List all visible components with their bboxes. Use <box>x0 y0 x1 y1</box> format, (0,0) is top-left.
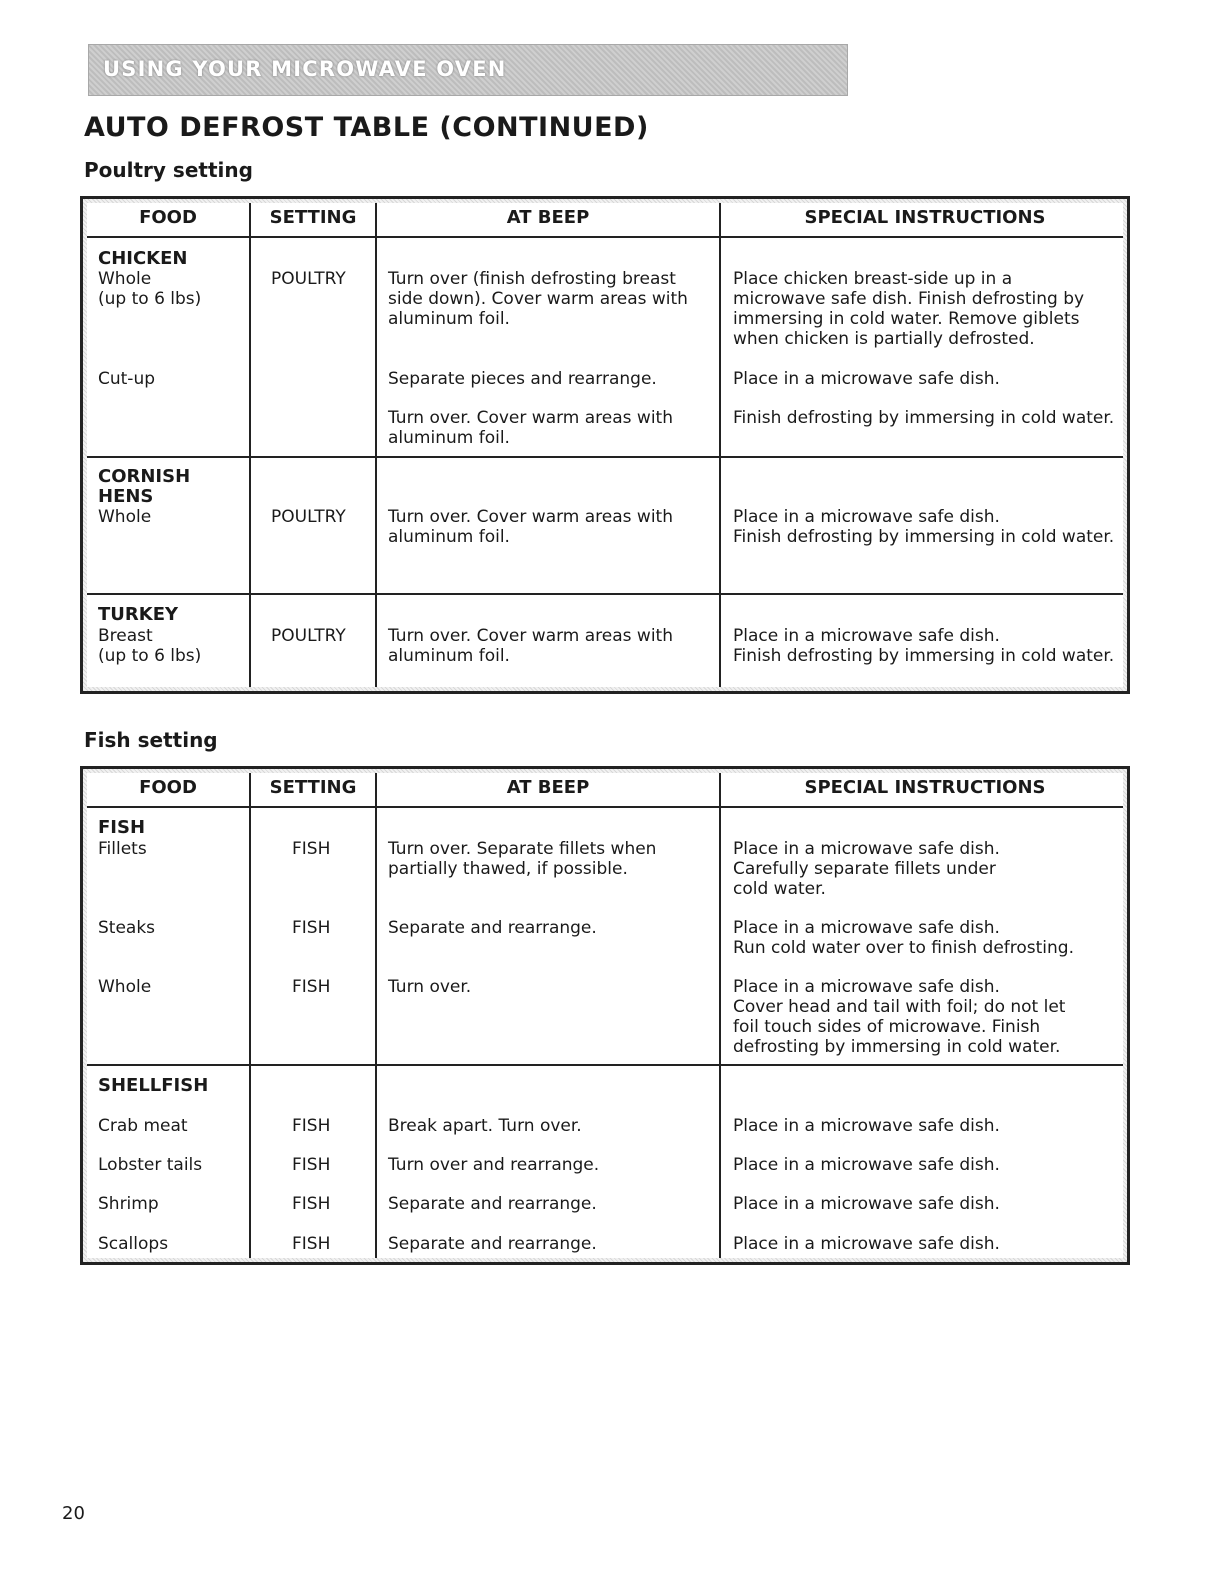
steaks-setting: FISH <box>292 918 331 938</box>
shrimp-food: Shrimp <box>98 1194 159 1214</box>
steaks-food: Steaks <box>98 918 156 938</box>
cornish-setting: POULTRY <box>271 507 346 527</box>
crab-setting: FISH <box>292 1116 331 1136</box>
header-food: FOOD <box>139 207 197 228</box>
banner-text: USING YOUR MICROWAVE OVEN <box>103 57 507 81</box>
header-setting: SETTING <box>269 777 357 798</box>
crab-beep: Break apart. Turn over. <box>388 1116 582 1136</box>
fish-table <box>80 766 1130 1265</box>
turkey-special: Place in a microwave safe dish. Finish defrosting by immersing in cold water. <box>733 626 1115 666</box>
cornish-special: Place in a microwave safe dish. Finish defrosting by immersing in cold water. <box>733 507 1115 547</box>
header-at-beep: AT BEEP <box>506 207 590 228</box>
fillets-setting: FISH <box>292 839 331 859</box>
scallops-beep: Separate and rearrange. <box>388 1234 597 1254</box>
chicken-cutup-beep2: Turn over. Cover warm areas with aluminum foil. <box>388 408 673 448</box>
fillets-special: Place in a microwave safe dish. Carefully separate fillets under cold water. <box>733 839 1000 899</box>
chicken-cutup-beep1: Separate pieces and rearrange. <box>388 369 657 389</box>
header-special: SPECIAL INSTRUCTIONS <box>804 207 1046 228</box>
cornish-food: Whole <box>98 507 152 527</box>
poultry-table <box>80 196 1130 694</box>
header-food: FOOD <box>139 777 197 798</box>
fish-group: FISH <box>98 817 146 838</box>
page-number: 20 <box>62 1503 85 1524</box>
lobster-special: Place in a microwave safe dish. <box>733 1155 1000 1175</box>
cornish-group: CORNISH HENS <box>98 466 191 507</box>
poultry-heading: Poultry setting <box>84 158 253 182</box>
header-setting: SETTING <box>269 207 357 228</box>
whole-fish-beep: Turn over. <box>388 977 472 997</box>
page-title: AUTO DEFROST TABLE (CONTINUED) <box>84 112 649 143</box>
scallops-special: Place in a microwave safe dish. <box>733 1234 1000 1254</box>
cornish-beep: Turn over. Cover warm areas with aluminum foil. <box>388 507 673 547</box>
whole-fish-special: Place in a microwave safe dish. Cover head and tail with foil; do not let foil touch sides of microwave. Finish defrosting by immersing in cold water. <box>733 977 1066 1057</box>
fish-heading: Fish setting <box>84 728 218 752</box>
chicken-group: CHICKEN <box>98 248 188 269</box>
shrimp-beep: Separate and rearrange. <box>388 1194 597 1214</box>
chicken-whole-special: Place chicken breast-side up in a microwave safe dish. Finish defrosting by immersing in cold water. Remove giblets when chicken is partially defrosted. <box>733 269 1085 349</box>
turkey-food: Breast (up to 6 lbs) <box>98 626 202 666</box>
crab-special: Place in a microwave safe dish. <box>733 1116 1000 1136</box>
fillets-food: Fillets <box>98 839 147 859</box>
scallops-setting: FISH <box>292 1234 331 1254</box>
lobster-beep: Turn over and rearrange. <box>388 1155 600 1175</box>
header-at-beep: AT BEEP <box>506 777 590 798</box>
shellfish-group: SHELLFISH <box>98 1075 209 1096</box>
chicken-cutup-food: Cut-up <box>98 369 156 389</box>
steaks-beep: Separate and rearrange. <box>388 918 597 938</box>
turkey-setting: POULTRY <box>271 626 346 646</box>
lobster-setting: FISH <box>292 1155 331 1175</box>
whole-fish-setting: FISH <box>292 977 331 997</box>
turkey-group: TURKEY <box>98 604 179 625</box>
shrimp-special: Place in a microwave safe dish. <box>733 1194 1000 1214</box>
chicken-whole-setting: POULTRY <box>271 269 346 289</box>
chicken-cutup-special2: Finish defrosting by immersing in cold water. <box>733 408 1115 428</box>
lobster-food: Lobster tails <box>98 1155 203 1175</box>
chicken-whole-beep: Turn over (finish defrosting breast side down). Cover warm areas with aluminum foil. <box>388 269 688 329</box>
header-special: SPECIAL INSTRUCTIONS <box>804 777 1046 798</box>
scallops-food: Scallops <box>98 1234 169 1254</box>
chicken-whole-food: Whole (up to 6 lbs) <box>98 269 202 309</box>
fillets-beep: Turn over. Separate fillets when partially thawed, if possible. <box>388 839 657 879</box>
shrimp-setting: FISH <box>292 1194 331 1214</box>
steaks-special: Place in a microwave safe dish. Run cold water over to finish defrosting. <box>733 918 1074 958</box>
chicken-cutup-special1: Place in a microwave safe dish. <box>733 369 1000 389</box>
section-banner <box>88 44 848 96</box>
crab-food: Crab meat <box>98 1116 188 1136</box>
turkey-beep: Turn over. Cover warm areas with aluminum foil. <box>388 626 673 666</box>
whole-fish-food: Whole <box>98 977 152 997</box>
